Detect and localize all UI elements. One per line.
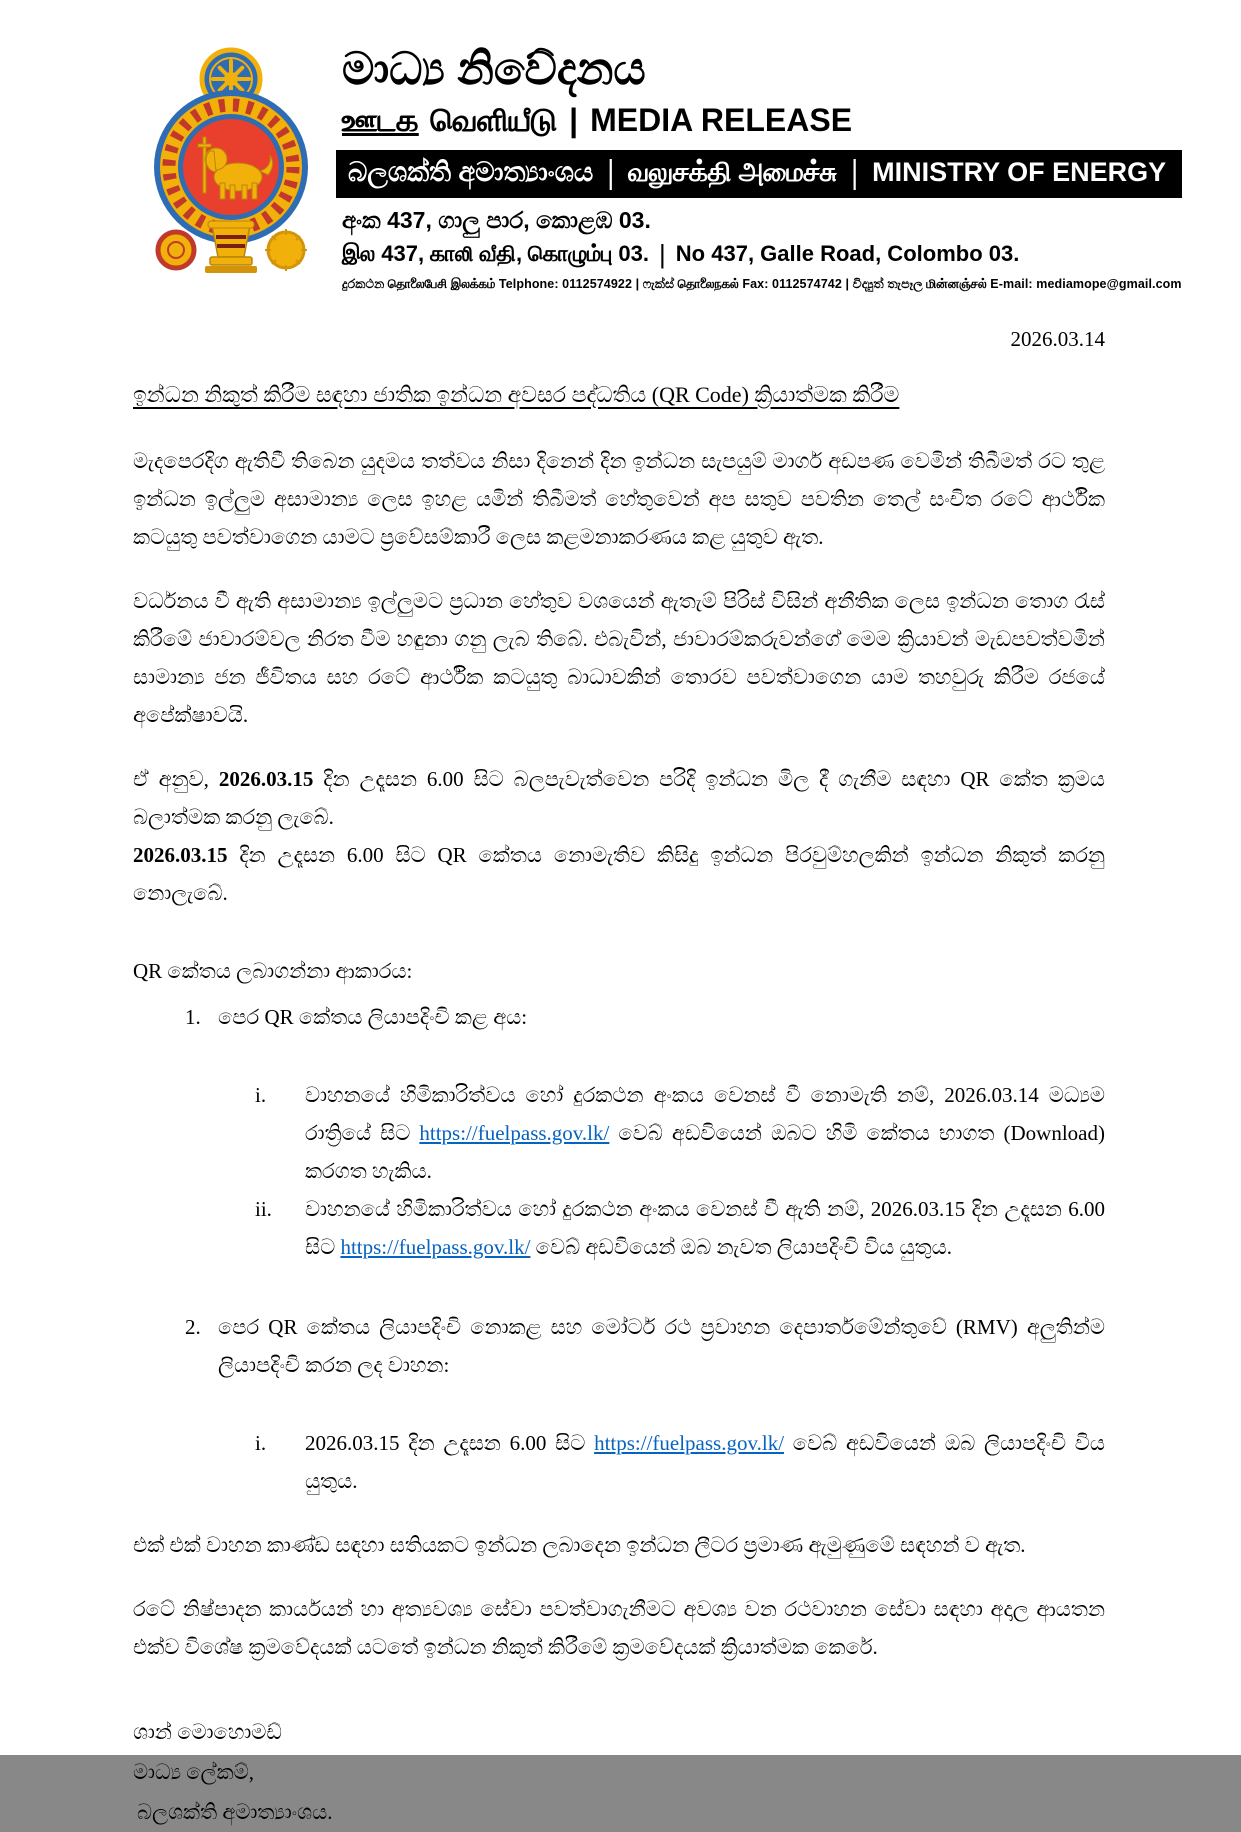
item-text: වාහනයේ හිමිකාරිත්වය හෝ දුරකථන අංකය වෙනස් වී නොමැති නම්, 2026.03.14 මධ්‍යම රාත්‍රියේ සිට [305,1082,1105,1145]
fuelpass-link[interactable]: https://fuelpass.gov.lk/ [594,1430,785,1455]
fuelpass-link[interactable]: https://fuelpass.gov.lk/ [340,1234,531,1259]
letterhead [0,0,1241,292]
list-number: i. [255,1082,267,1107]
item-text: වෙබ් අඩවියෙන් ඔබට හිමි කේතය භාගත (Download) කරගත හැකිය. [305,1120,1105,1183]
sun-icon [265,229,307,271]
ministry-banner [336,150,1182,198]
item-text: වාහනයේ හිමිකාරිත්වය හෝ දුරකථන අංකය වෙනස් වී ඇති නම්, 2026.03.15 දින උදෑසන 6.00 සිට [305,1196,1105,1259]
effective-date-2: 2026.03.15 [133,842,228,867]
paragraph-3-text: දින උදෑසන 6.00 සිට බලපැවැත්වෙන පරිදි ඉන්ධන මිල දී ගැනීම සඳහා QR කේත ක්‍රමය බලාත්මක කරනු ලැබේ. [133,766,1105,829]
signatory-title: මාධ්‍ය ලේකම්, [133,1759,254,1784]
paragraph-4-text: දින උදෑසන 6.00 සිට QR කේතය නොමැතිව කිසිදු ඉන්ධන පිරවුම්හලකින් ඉන්ධන නිකුත් කරනු නොලැබේ. [133,842,1105,905]
paragraph-3 [133,760,1105,836]
list-item-1-ii-text [305,1190,1105,1266]
effective-date-1: 2026.03.15 [218,766,314,791]
list-item-1 [185,998,1105,1036]
banner-separator: | [607,152,615,191]
address-english: No 437, Galle Road, Colombo 03. [675,241,1020,267]
release-date: 2026.03.14 [1010,326,1105,351]
list-item-1-label: පෙර QR කේතය ලියාපදිංචි කළ අය: [218,1004,528,1029]
document-title: ඉන්ධන නිකුත් කිරීම සඳහා ජාතික ඉන්ධන අවසර පද්ධතිය (QR Code) ක්‍රියාත්මක කිරීම [133,381,900,407]
sri-lanka-emblem-icon [150,45,312,277]
paragraph-2: වර්ධනය වී ඇති අසාමාන්‍ය ඉල්ලුමට ප්‍රධාන හේතුව වශයෙන් ඇතැම් පිරිස් විසින් අනීතික ලෙස ඉන්ධන තොග රැස් කිරීමේ ජාවාරම්වල නිරත වීම හඳුනා ගනු ලැබ තිබේ. එබැවින්, ජාවාරම්කරුවන්ගේ මෙම ක්‍රියාවන් මැඩපවත්වමින් සාමාන්‍ය ජන ජීවිතය සහ රටේ ආර්ථික කටයුතු බාධාවකින් තොරව පවත්වාගෙන යාම තහවුරු කිරීම රජයේ අපේක්ෂාවයි. [133,588,1105,727]
item-text: 2026.03.15 දින උදෑසන 6.00 සිට [305,1430,595,1455]
signature-block [133,1712,1105,1832]
moon-icon [158,232,194,268]
list-item-2 [185,1308,1105,1384]
list-number: ii. [255,1196,272,1221]
list-item-2-i [255,1424,1105,1500]
title-english: MEDIA RELEASE [590,101,853,138]
title-tamil-word2: வெளியீடு [430,101,558,138]
paragraph-5: එක් එක් වාහන කාණ්ඩ සඳහා සතියකට ඉන්ධන ලබාදෙන ඉන්ධන ලීටර ප්‍රමාණ ඇමුණුමේ සඳහන් ව ඇත. [133,1532,1026,1557]
signatory-name: ශාන් මොහොමඩ් [133,1719,282,1744]
paragraph-1: මැදපෙරදිග ඇතිවී තිබෙන යුදමය තත්වය නිසා දිනෙන් දින ඉන්ධන සැපයුම් මාර්ග අඩපණ වෙමින් තිබීමත් රට තුළ ඉන්ධන ඉල්ලුම අසාමාන්‍ය ලෙස ඉහළ යමින් තිබීමත් හේතුවෙන් අප සතුව පවතින තෙල් සංචිත රටේ ආර්ථික කටයුතු පවත්වාගෙන යාමට ප්‍රවේසම්කාරී ලෙස කළමනාකරණය කළ යුතුව ඇත. [133,448,1105,549]
contact-line: දුරකථන தொலைபேசி இலக்கம் Telphone: 0112574922 | ෆැක්ස් தொலைநகல் Fax: 0112574742 | විද්‍යුත් තැපෑල மின்னஞ்சல் E-mail: mediamope@gmail.com [342,276,1182,291]
address-tamil: இல 437, காலி வீதி, கொழும்பு 03. [342,241,650,267]
address-tamil-english [342,239,1182,270]
paragraph-4 [133,836,1105,912]
document-body [0,320,1241,1832]
media-release-title-tamil-english [342,102,1182,140]
list-number: i. [255,1430,267,1455]
list-item-1-ii [255,1190,1105,1266]
sri-lanka-emblem-logo [150,45,312,292]
paragraph-3-text: ඒ අනුව, [133,766,219,791]
qr-method-heading: QR කේතය ලබාගන්නා ආකාරය: [133,958,413,983]
list-number: 1. [185,1004,201,1029]
address-separator: | [659,238,666,269]
banner-separator: | [851,152,859,191]
media-release-title-sinhala: මාධ්‍ය නිවේදනය [342,43,646,94]
item-text: වෙබ් අඩවියෙන් ඔබ ලියාපදිංචි විය යුතුය. [305,1430,1105,1493]
list-item-1-i-text [305,1076,1105,1190]
fuelpass-link[interactable]: https://fuelpass.gov.lk/ [419,1120,610,1145]
ministry-name-english: MINISTRY OF ENERGY [872,156,1167,187]
ministry-name-tamil: வலுசக்தி அமைச்சு [628,156,838,187]
title-separator: | [569,101,579,138]
paragraph-6: රටේ නිෂ්පාදන කාර්යයන් හා අත්‍යවශ්‍ය සේවා පවත්වාගැනීමට අවශ්‍ය වන රථවාහන සේවා සඳහා අදාල ආයතන එක්ව විශේෂ ක්‍රමවේදයක් යටතේ ඉන්ධන නිකුත් කිරීමේ ක්‍රමවේදයක් ක්‍රියාත්මක කෙරේ. [133,1596,1105,1659]
address-sinhala: අංක 437, ගාලු පාර, කොළඹ 03. [342,206,651,233]
title-tamil-word1: ஊடக [342,101,419,138]
signatory-organization: බලශක්ති අමාත්‍යාංශය. [137,1799,333,1824]
list-item-2-i-text [305,1424,1105,1500]
grain-vase-icon [205,221,257,273]
item-text: වෙබ් අඩවියෙන් ඔබ නැවත ලියාපදිංචි විය යුතුය. [530,1234,952,1259]
list-number: 2. [185,1314,201,1339]
letterhead-text [342,45,1182,292]
list-item-2-label: පෙර QR කේතය ලියාපදිංචි නොකළ සහ මෝටර් රථ ප්‍රවාහන දෙපාර්තමේන්තුවේ (RMV) අලුතින්ම ලියාපදිංචි කරන ලද වාහන: [218,1314,1105,1377]
list-item-1-i [255,1076,1105,1190]
ministry-name-sinhala: බලශක්ති අමාත්‍යාංශය [348,156,594,187]
